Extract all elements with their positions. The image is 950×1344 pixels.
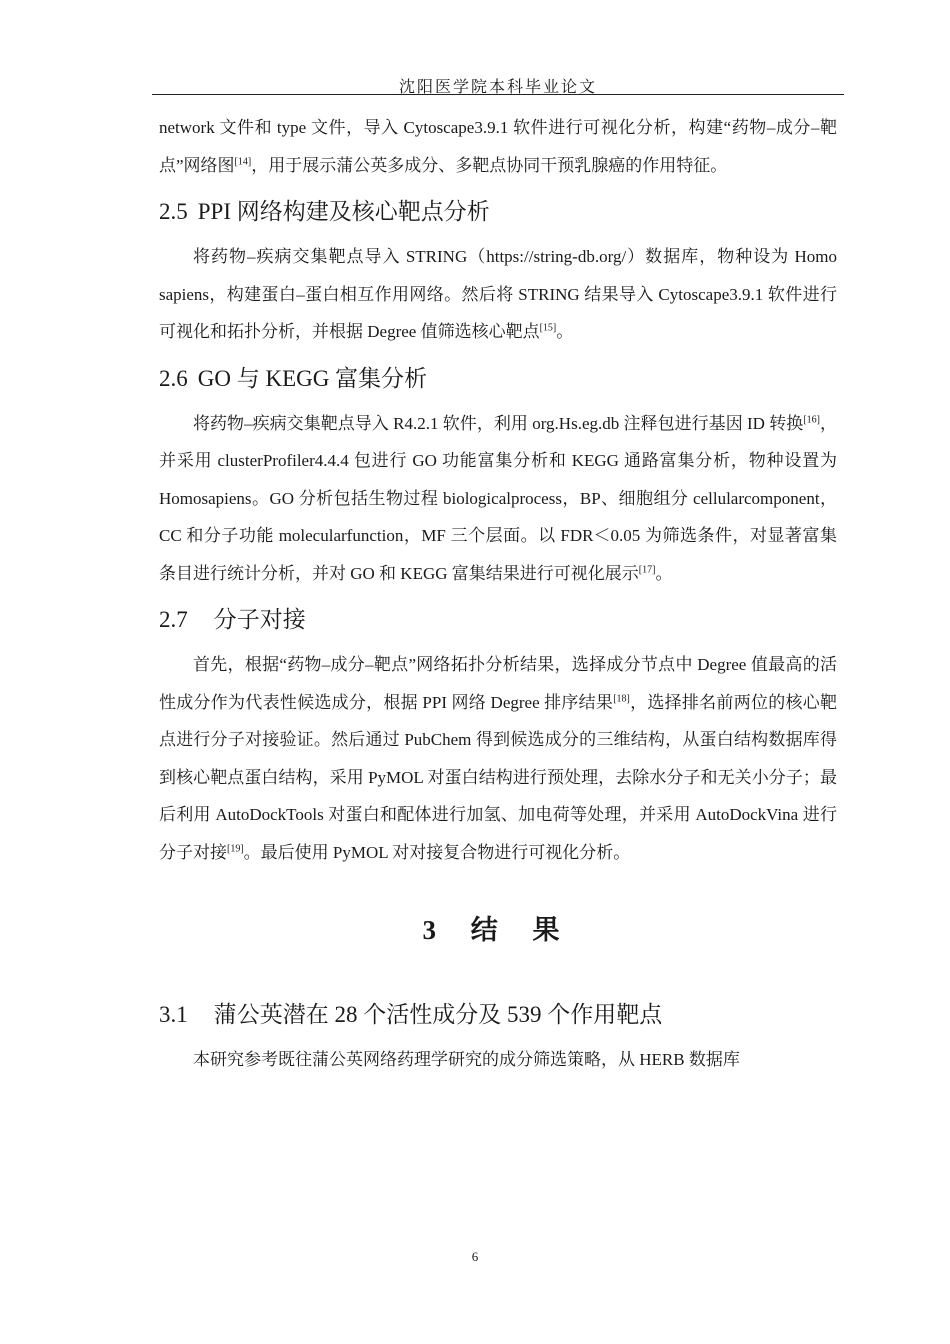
paragraph-docking [159, 646, 837, 871]
section-number: 2.6 [159, 365, 188, 391]
citation-ref: [18] [613, 692, 630, 704]
citation-ref: [15] [539, 322, 557, 334]
citation-ref: [14] [234, 155, 252, 167]
section-title: 分子对接 [213, 607, 306, 632]
section-number: 2.5 [159, 199, 188, 224]
paragraph-text: 将药物–疾病交集靶点导入 STRING（https://string-db.org/）数据库，物种设为 Homo sapiens，构建蛋白–蛋白相互作用网络。然后将 STRING 结果导入 Cytoscape3.9.1 软件进行可视化和拓扑分析，并根据 Degree 值筛选核心靶点 [159, 247, 837, 341]
paragraph-text: network 文件和 type 文件，导入 Cytoscape3.9.1 软件进行可视化分析，构建“药物–成分–靶点”网络图 [159, 118, 837, 175]
section-heading-2-6 [159, 353, 837, 405]
paragraph-text: 首先，根据“药物–成分–靶点”网络拓扑分析结果，选择成分节点中 Degree 值最高的活性成分作为代表性候选成分，根据 PPI 网络 Degree 排序结果 [159, 655, 837, 712]
page-body [159, 109, 837, 1079]
paragraph-go-kegg [159, 405, 837, 593]
section-heading-3-1 [159, 989, 837, 1041]
running-header: 沈阳医学院本科毕业论文 [398, 79, 597, 96]
paragraph-ppi [159, 238, 837, 351]
section-title: GO 与 KEGG 富集分析 [197, 365, 428, 391]
paragraph-text: 。 [556, 322, 574, 341]
section-heading-2-7 [159, 594, 837, 646]
section-heading-2-5 [159, 186, 837, 238]
citation-ref: [19] [227, 842, 244, 854]
paragraph-text: 。最后使用 PyMOL 对对接复合物进行可视化分析。 [243, 842, 631, 862]
section-number: 2.7 [159, 607, 188, 632]
paragraph-network-intro [159, 109, 837, 184]
paragraph-text: 将药物–疾病交集靶点导入 R4.2.1 软件，利用 org.Hs.eg.db 注释包进行基因 ID 转换 [193, 413, 804, 433]
chapter-heading: 3 结 果 [422, 915, 574, 945]
paragraph-text: ，用于展示蒲公英多成分、多靶点协同干预乳腺癌的作用特征。 [251, 155, 728, 175]
citation-ref: [17] [638, 563, 656, 575]
paragraph-text: 。 [655, 563, 673, 583]
section-number: 3.1 [159, 1002, 188, 1027]
citation-ref: [16] [803, 413, 820, 425]
paragraph-text: ，选择排名前两位的核心靶点进行分子对接验证。然后通过 PubChem 得到候选成分的三维结构，从蛋白结构数据库得到核心靶点蛋白结构，采用 PyMOL 对蛋白结构进行预处理，去除水分子和无关小分子；最后利用 AutoDockTools 对蛋白和配体进行加氢、加电荷等处理，并采用 AutoDockVina 进行分子对接 [159, 692, 837, 862]
section-title: PPI 网络构建及核心靶点分析 [197, 199, 490, 224]
paragraph-herb: 本研究参考既往蒲公英网络药理学研究的成分筛选策略，从 HERB 数据库 [193, 1050, 740, 1069]
paragraph-text: ，并采用 clusterProfiler4.4.4 包进行 GO 功能富集分析和 KEGG 通路富集分析，物种设置为 Homosapiens。GO 分析包括生物过程 biologicalprocess，BP、细胞组分 cellularcomponent，CC 和分子功能 molecularfunction，MF 三个层面。以 FDR＜0.05 为筛选条件，对显著富集条目进行统计分析，并对 GO 和 KEGG 富集结果进行可视化展示 [159, 413, 837, 583]
section-title: 蒲公英潜在 28 个活性成分及 539 个作用靶点 [213, 1002, 663, 1027]
page-number: 6 [471, 1249, 479, 1264]
header-rule [152, 94, 844, 95]
